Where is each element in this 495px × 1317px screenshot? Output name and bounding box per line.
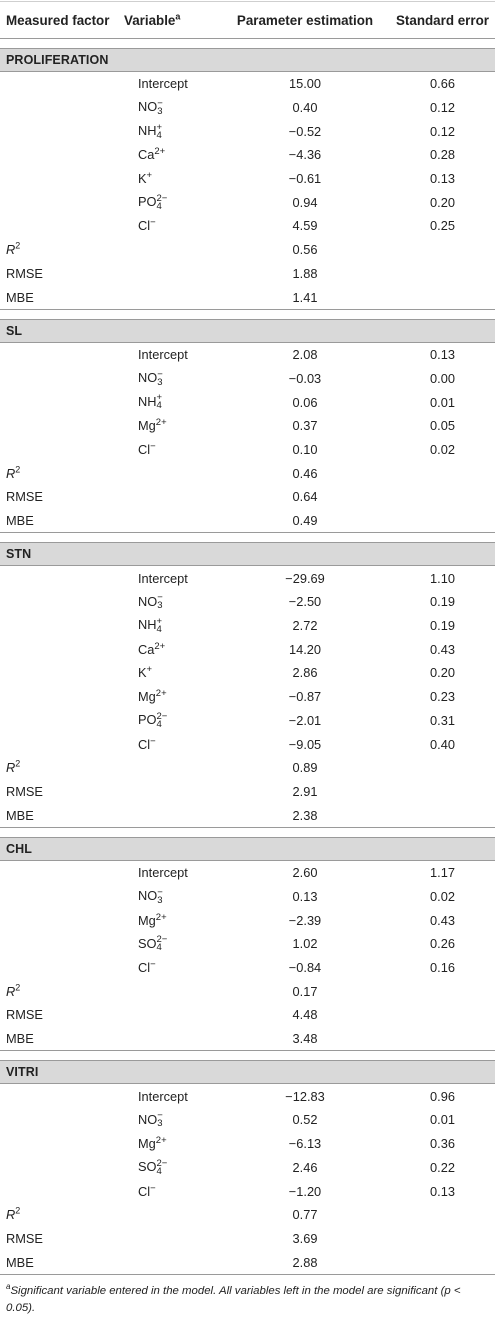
- variable-cell: [118, 96, 220, 120]
- parameter-estimation-cell: −0.87: [288, 689, 322, 705]
- parameter-estimation-cell: −0.61: [288, 171, 322, 187]
- empty-cell: [390, 1227, 495, 1251]
- ion-label: NO − 3: [138, 97, 163, 117]
- table-footnote: [0, 1275, 495, 1317]
- stat-label: RMSE: [6, 489, 43, 505]
- header-variable-footnote-mark: a: [175, 11, 181, 22]
- section-spacer: [0, 827, 495, 837]
- table-row: [0, 709, 495, 733]
- standard-error-cell: 0.20: [430, 194, 455, 210]
- variable-cell: [118, 885, 220, 909]
- variable-cell: [118, 637, 220, 661]
- standard-error-cell: 0.16: [430, 960, 455, 976]
- section-spacer: [0, 1051, 495, 1061]
- stat-label: RMSE: [6, 783, 43, 799]
- empty-cell: [118, 262, 220, 286]
- standard-error-cell: 0.36: [430, 1136, 455, 1152]
- variable-cell: [118, 214, 220, 238]
- table-row: [0, 956, 495, 980]
- parameter-estimation-cell: 15.00: [288, 76, 322, 92]
- variable-cell: [118, 614, 220, 638]
- table-row: [0, 637, 495, 661]
- standard-error-cell: 0.19: [430, 618, 455, 634]
- ion-label: Cl−: [138, 1182, 156, 1199]
- empty-cell: [118, 756, 220, 780]
- table-row: [0, 143, 495, 167]
- stat-row: [0, 238, 495, 262]
- parameter-estimation-cell: 2.08: [292, 347, 318, 363]
- stat-label: MBE: [0, 509, 118, 533]
- variable-cell: [118, 661, 220, 685]
- measured-factor-cell: [0, 414, 118, 438]
- standard-error-cell: 0.02: [430, 888, 455, 904]
- variable-cell: [118, 956, 220, 980]
- standard-error-cell: 0.05: [430, 418, 455, 434]
- variable-cell: [118, 167, 220, 191]
- parameter-estimation-cell: 0.40: [292, 100, 318, 116]
- table-row: [0, 167, 495, 191]
- ion-label: Cl−: [138, 735, 156, 752]
- stat-value: 0.77: [292, 1207, 318, 1223]
- empty-cell: [390, 285, 495, 309]
- section-title: PROLIFERATION: [0, 49, 495, 72]
- empty-cell: [390, 1003, 495, 1027]
- section-header-row: [0, 837, 495, 860]
- measured-factor-cell: [0, 614, 118, 638]
- stat-value: 0.49: [220, 509, 390, 533]
- variable-cell: [118, 367, 220, 391]
- standard-error-cell: 0.25: [430, 218, 455, 234]
- standard-error-cell: 0.43: [430, 641, 455, 657]
- parameter-estimation-cell: −0.52: [288, 123, 322, 139]
- stat-label: $R^2$: [6, 1205, 21, 1223]
- empty-cell: [118, 509, 220, 533]
- stat-value: 4.48: [292, 1007, 318, 1023]
- table-row: [0, 342, 495, 366]
- variable-cell: Intercept: [138, 1088, 188, 1104]
- standard-error-cell: 1.10: [430, 570, 455, 586]
- stat-value: 0.89: [292, 760, 318, 776]
- standard-error-cell: 0.22: [430, 1159, 455, 1175]
- variable-cell: [118, 709, 220, 733]
- variable-cell: [118, 190, 220, 214]
- variable-cell: [118, 119, 220, 143]
- empty-cell: [118, 1227, 220, 1251]
- measured-factor-cell: [0, 1132, 118, 1156]
- table-row: [0, 367, 495, 391]
- empty-cell: [390, 780, 495, 804]
- variable-cell: [118, 1108, 220, 1132]
- stat-label: $R^2$: [6, 758, 21, 776]
- measured-factor-cell: [0, 96, 118, 120]
- table-row: [0, 1108, 495, 1132]
- standard-error-cell: 1.17: [430, 865, 455, 881]
- parameter-estimation-cell: 2.86: [292, 665, 318, 681]
- empty-cell: [390, 509, 495, 533]
- section-spacer: [0, 309, 495, 319]
- section-spacer: [0, 39, 495, 49]
- standard-error-cell: 0.20: [430, 665, 455, 681]
- section-header-row: [0, 49, 495, 72]
- ion-label: $Mg^{2+}$: [138, 911, 167, 928]
- table-row: [0, 214, 495, 238]
- empty-cell: [390, 461, 495, 485]
- empty-cell: [118, 238, 220, 262]
- measured-factor-cell: [0, 1108, 118, 1132]
- measured-factor-cell: [0, 190, 118, 214]
- measured-factor-cell: [0, 709, 118, 733]
- parameter-estimation-cell: −12.83: [285, 1088, 325, 1104]
- stat-label: MBE: [0, 1250, 118, 1274]
- stat-row: [0, 1003, 495, 1027]
- ion-label: NH + 4: [138, 392, 163, 412]
- parameter-estimation-cell: 0.37: [292, 418, 318, 434]
- standard-error-cell: 0.23: [430, 689, 455, 705]
- stat-label: $R^2$: [6, 464, 21, 481]
- stat-value: 3.69: [292, 1230, 318, 1246]
- ion-label: SO 2− 4: [138, 934, 168, 954]
- header-variable: [118, 2, 220, 39]
- table-row: [0, 1084, 495, 1108]
- section-title: VITRI: [0, 1061, 495, 1084]
- measured-factor-cell: [0, 367, 118, 391]
- measured-factor-cell: [0, 1156, 118, 1180]
- stat-label: RMSE: [6, 265, 43, 281]
- stat-value: 0.64: [292, 489, 318, 505]
- empty-cell: [118, 461, 220, 485]
- header-parameter-estimation: Parameter estimation: [220, 2, 390, 39]
- empty-cell: [118, 1003, 220, 1027]
- table-row: [0, 1156, 495, 1180]
- standard-error-cell: 0.43: [430, 912, 455, 928]
- parameter-estimation-cell: −9.05: [288, 736, 322, 752]
- standard-error-cell: 0.28: [430, 147, 455, 163]
- parameter-estimation-cell: −0.03: [288, 370, 322, 386]
- regression-table: [0, 1, 495, 1275]
- variable-cell: [118, 590, 220, 614]
- ion-label: PO 2− 4: [138, 710, 168, 730]
- empty-cell: [118, 485, 220, 509]
- variable-cell: [118, 390, 220, 414]
- measured-factor-cell: [0, 685, 118, 709]
- stat-value: 0.46: [292, 465, 318, 481]
- empty-cell: [390, 485, 495, 509]
- empty-cell: [118, 1027, 220, 1051]
- section-header-row: [0, 319, 495, 342]
- section-title: CHL: [0, 837, 495, 860]
- table-header-row: [0, 2, 495, 39]
- stat-value: 0.56: [292, 242, 318, 258]
- variable-cell: [118, 908, 220, 932]
- stat-label: $R^2$: [6, 240, 21, 258]
- variable-cell: [118, 1132, 220, 1156]
- standard-error-cell: 0.12: [430, 100, 455, 116]
- table-row: [0, 96, 495, 120]
- ion-label: K+: [138, 170, 153, 187]
- table-row: [0, 590, 495, 614]
- parameter-estimation-cell: 0.06: [292, 394, 318, 410]
- header-variable-label: Variable: [124, 12, 176, 28]
- variable-cell: [118, 932, 220, 956]
- measured-factor-cell: [0, 342, 118, 366]
- stat-label: RMSE: [6, 1230, 43, 1246]
- section-title: STN: [0, 543, 495, 566]
- parameter-estimation-cell: −29.69: [285, 570, 325, 586]
- variable-cell: [118, 685, 220, 709]
- measured-factor-cell: [0, 956, 118, 980]
- ion-label: SO 2− 4: [138, 1157, 168, 1177]
- empty-cell: [390, 756, 495, 780]
- parameter-estimation-cell: 2.46: [292, 1159, 318, 1175]
- footnote-mark: a: [6, 1282, 11, 1292]
- standard-error-cell: 0.12: [430, 123, 455, 139]
- stat-row: [0, 485, 495, 509]
- stat-row: [0, 803, 495, 827]
- measured-factor-cell: [0, 119, 118, 143]
- variable-cell: Intercept: [138, 865, 188, 881]
- empty-cell: [390, 1027, 495, 1051]
- standard-error-cell: 0.01: [430, 394, 455, 410]
- measured-factor-cell: [0, 72, 118, 96]
- stat-row: [0, 285, 495, 309]
- ion-label: $Mg^{2+}$: [138, 688, 167, 705]
- standard-error-cell: 0.40: [430, 736, 455, 752]
- parameter-estimation-cell: −0.84: [288, 960, 322, 976]
- variable-cell: [118, 438, 220, 462]
- stat-row: [0, 1027, 495, 1051]
- ion-label: NO − 3: [138, 886, 163, 906]
- table-row: [0, 190, 495, 214]
- table-row: [0, 119, 495, 143]
- empty-cell: [118, 1203, 220, 1227]
- measured-factor-cell: [0, 637, 118, 661]
- variable-cell: [118, 732, 220, 756]
- variable-cell: [118, 414, 220, 438]
- measured-factor-cell: [0, 860, 118, 884]
- ion-label: Cl−: [138, 217, 156, 234]
- stat-value: 2.88: [220, 1250, 390, 1274]
- parameter-estimation-cell: −1.20: [288, 1183, 322, 1199]
- ion-label: $Mg^{2+}$: [138, 1135, 167, 1152]
- table-row: [0, 685, 495, 709]
- table-row: [0, 932, 495, 956]
- parameter-estimation-cell: 0.13: [292, 888, 318, 904]
- parameter-estimation-cell: 2.60: [292, 865, 318, 881]
- stat-value: 1.88: [292, 265, 318, 281]
- parameter-estimation-cell: −2.50: [288, 594, 322, 610]
- parameter-estimation-cell: 0.10: [292, 441, 318, 457]
- stat-value: 2.91: [292, 783, 318, 799]
- ion-label: PO 2− 4: [138, 192, 168, 212]
- measured-factor-cell: [0, 885, 118, 909]
- table-row: [0, 566, 495, 590]
- stat-row: [0, 1227, 495, 1251]
- variable-cell: Intercept: [138, 570, 188, 586]
- measured-factor-cell: [0, 143, 118, 167]
- measured-factor-cell: [0, 590, 118, 614]
- table-row: [0, 438, 495, 462]
- stat-row: [0, 509, 495, 533]
- variable-cell: [118, 1179, 220, 1203]
- empty-cell: [390, 238, 495, 262]
- parameter-estimation-cell: 14.20: [288, 641, 322, 657]
- empty-cell: [390, 1203, 495, 1227]
- measured-factor-cell: [0, 732, 118, 756]
- ion-label: $Ca^{2+}$: [138, 146, 166, 163]
- stat-value: 2.38: [220, 803, 390, 827]
- variable-cell: Intercept: [138, 347, 188, 363]
- empty-cell: [118, 803, 220, 827]
- stat-row: [0, 1203, 495, 1227]
- section-title: SL: [0, 319, 495, 342]
- header-measured-factor: Measured factor: [0, 2, 118, 39]
- stat-row: [0, 979, 495, 1003]
- empty-cell: [390, 262, 495, 286]
- stat-label: MBE: [0, 1027, 118, 1051]
- parameter-estimation-cell: −6.13: [288, 1136, 322, 1152]
- ion-label: NH + 4: [138, 615, 163, 635]
- table-row: [0, 1179, 495, 1203]
- measured-factor-cell: [0, 390, 118, 414]
- stat-row: [0, 780, 495, 804]
- variable-cell: [118, 1156, 220, 1180]
- table-row: [0, 1132, 495, 1156]
- ion-label: NO − 3: [138, 368, 163, 388]
- parameter-estimation-cell: 4.59: [292, 218, 318, 234]
- section-spacer: [0, 533, 495, 543]
- empty-cell: [390, 803, 495, 827]
- ion-label: K+: [138, 664, 153, 681]
- measured-factor-cell: [0, 214, 118, 238]
- variable-cell: [118, 143, 220, 167]
- stat-label: MBE: [0, 803, 118, 827]
- table-row: [0, 614, 495, 638]
- measured-factor-cell: [0, 566, 118, 590]
- standard-error-cell: 0.13: [430, 347, 455, 363]
- parameter-estimation-cell: 0.94: [292, 194, 318, 210]
- table-row: [0, 732, 495, 756]
- stat-label: RMSE: [6, 1007, 43, 1023]
- stat-value: 0.17: [292, 983, 318, 999]
- ion-label: $Mg^{2+}$: [138, 417, 167, 434]
- table-row: [0, 860, 495, 884]
- ion-label: Cl−: [138, 959, 156, 976]
- parameter-estimation-cell: 0.52: [292, 1112, 318, 1128]
- stat-value: 1.41: [220, 285, 390, 309]
- standard-error-cell: 0.26: [430, 936, 455, 952]
- stat-label: $R^2$: [6, 982, 21, 999]
- empty-cell: [118, 780, 220, 804]
- table-row: [0, 414, 495, 438]
- parameter-estimation-cell: −2.39: [288, 912, 322, 928]
- measured-factor-cell: [0, 932, 118, 956]
- standard-error-cell: 0.19: [430, 594, 455, 610]
- ion-label: Cl−: [138, 440, 156, 457]
- parameter-estimation-cell: −2.01: [288, 712, 322, 728]
- stat-row: [0, 262, 495, 286]
- empty-cell: [390, 979, 495, 1003]
- measured-factor-cell: [0, 908, 118, 932]
- table-body: [0, 39, 495, 1275]
- footnote-text: Significant variable entered in the model. All variables left in the model are significant (p < 0.05).: [6, 1284, 461, 1314]
- stat-row: [0, 461, 495, 485]
- variable-cell: Intercept: [138, 76, 188, 92]
- standard-error-cell: 0.31: [430, 712, 455, 728]
- table-row: [0, 885, 495, 909]
- measured-factor-cell: [0, 438, 118, 462]
- section-header-row: [0, 543, 495, 566]
- stat-value: 3.48: [220, 1027, 390, 1051]
- ion-label: NH + 4: [138, 121, 163, 141]
- ion-label: $Ca^{2+}$: [138, 640, 166, 657]
- table-row: [0, 661, 495, 685]
- measured-factor-cell: [0, 167, 118, 191]
- section-header-row: [0, 1061, 495, 1084]
- standard-error-cell: 0.66: [430, 76, 455, 92]
- stat-label: MBE: [0, 285, 118, 309]
- empty-cell: [118, 285, 220, 309]
- standard-error-cell: 0.00: [430, 370, 455, 386]
- parameter-estimation-cell: −4.36: [288, 147, 322, 163]
- parameter-estimation-cell: 2.72: [292, 618, 318, 634]
- table-row: [0, 72, 495, 96]
- standard-error-cell: 0.13: [430, 1183, 455, 1199]
- measured-factor-cell: [0, 1084, 118, 1108]
- empty-cell: [118, 979, 220, 1003]
- table-row: [0, 908, 495, 932]
- standard-error-cell: 0.02: [430, 441, 455, 457]
- ion-label: NO − 3: [138, 592, 163, 612]
- table-row: [0, 390, 495, 414]
- parameter-estimation-cell: 1.02: [292, 936, 318, 952]
- ion-label: NO − 3: [138, 1110, 163, 1130]
- header-standard-error: Standard error: [390, 2, 495, 39]
- standard-error-cell: 0.01: [430, 1112, 455, 1128]
- standard-error-cell: 0.13: [430, 171, 455, 187]
- standard-error-cell: 0.96: [430, 1088, 455, 1104]
- measured-factor-cell: [0, 661, 118, 685]
- stat-row: [0, 756, 495, 780]
- measured-factor-cell: [0, 1179, 118, 1203]
